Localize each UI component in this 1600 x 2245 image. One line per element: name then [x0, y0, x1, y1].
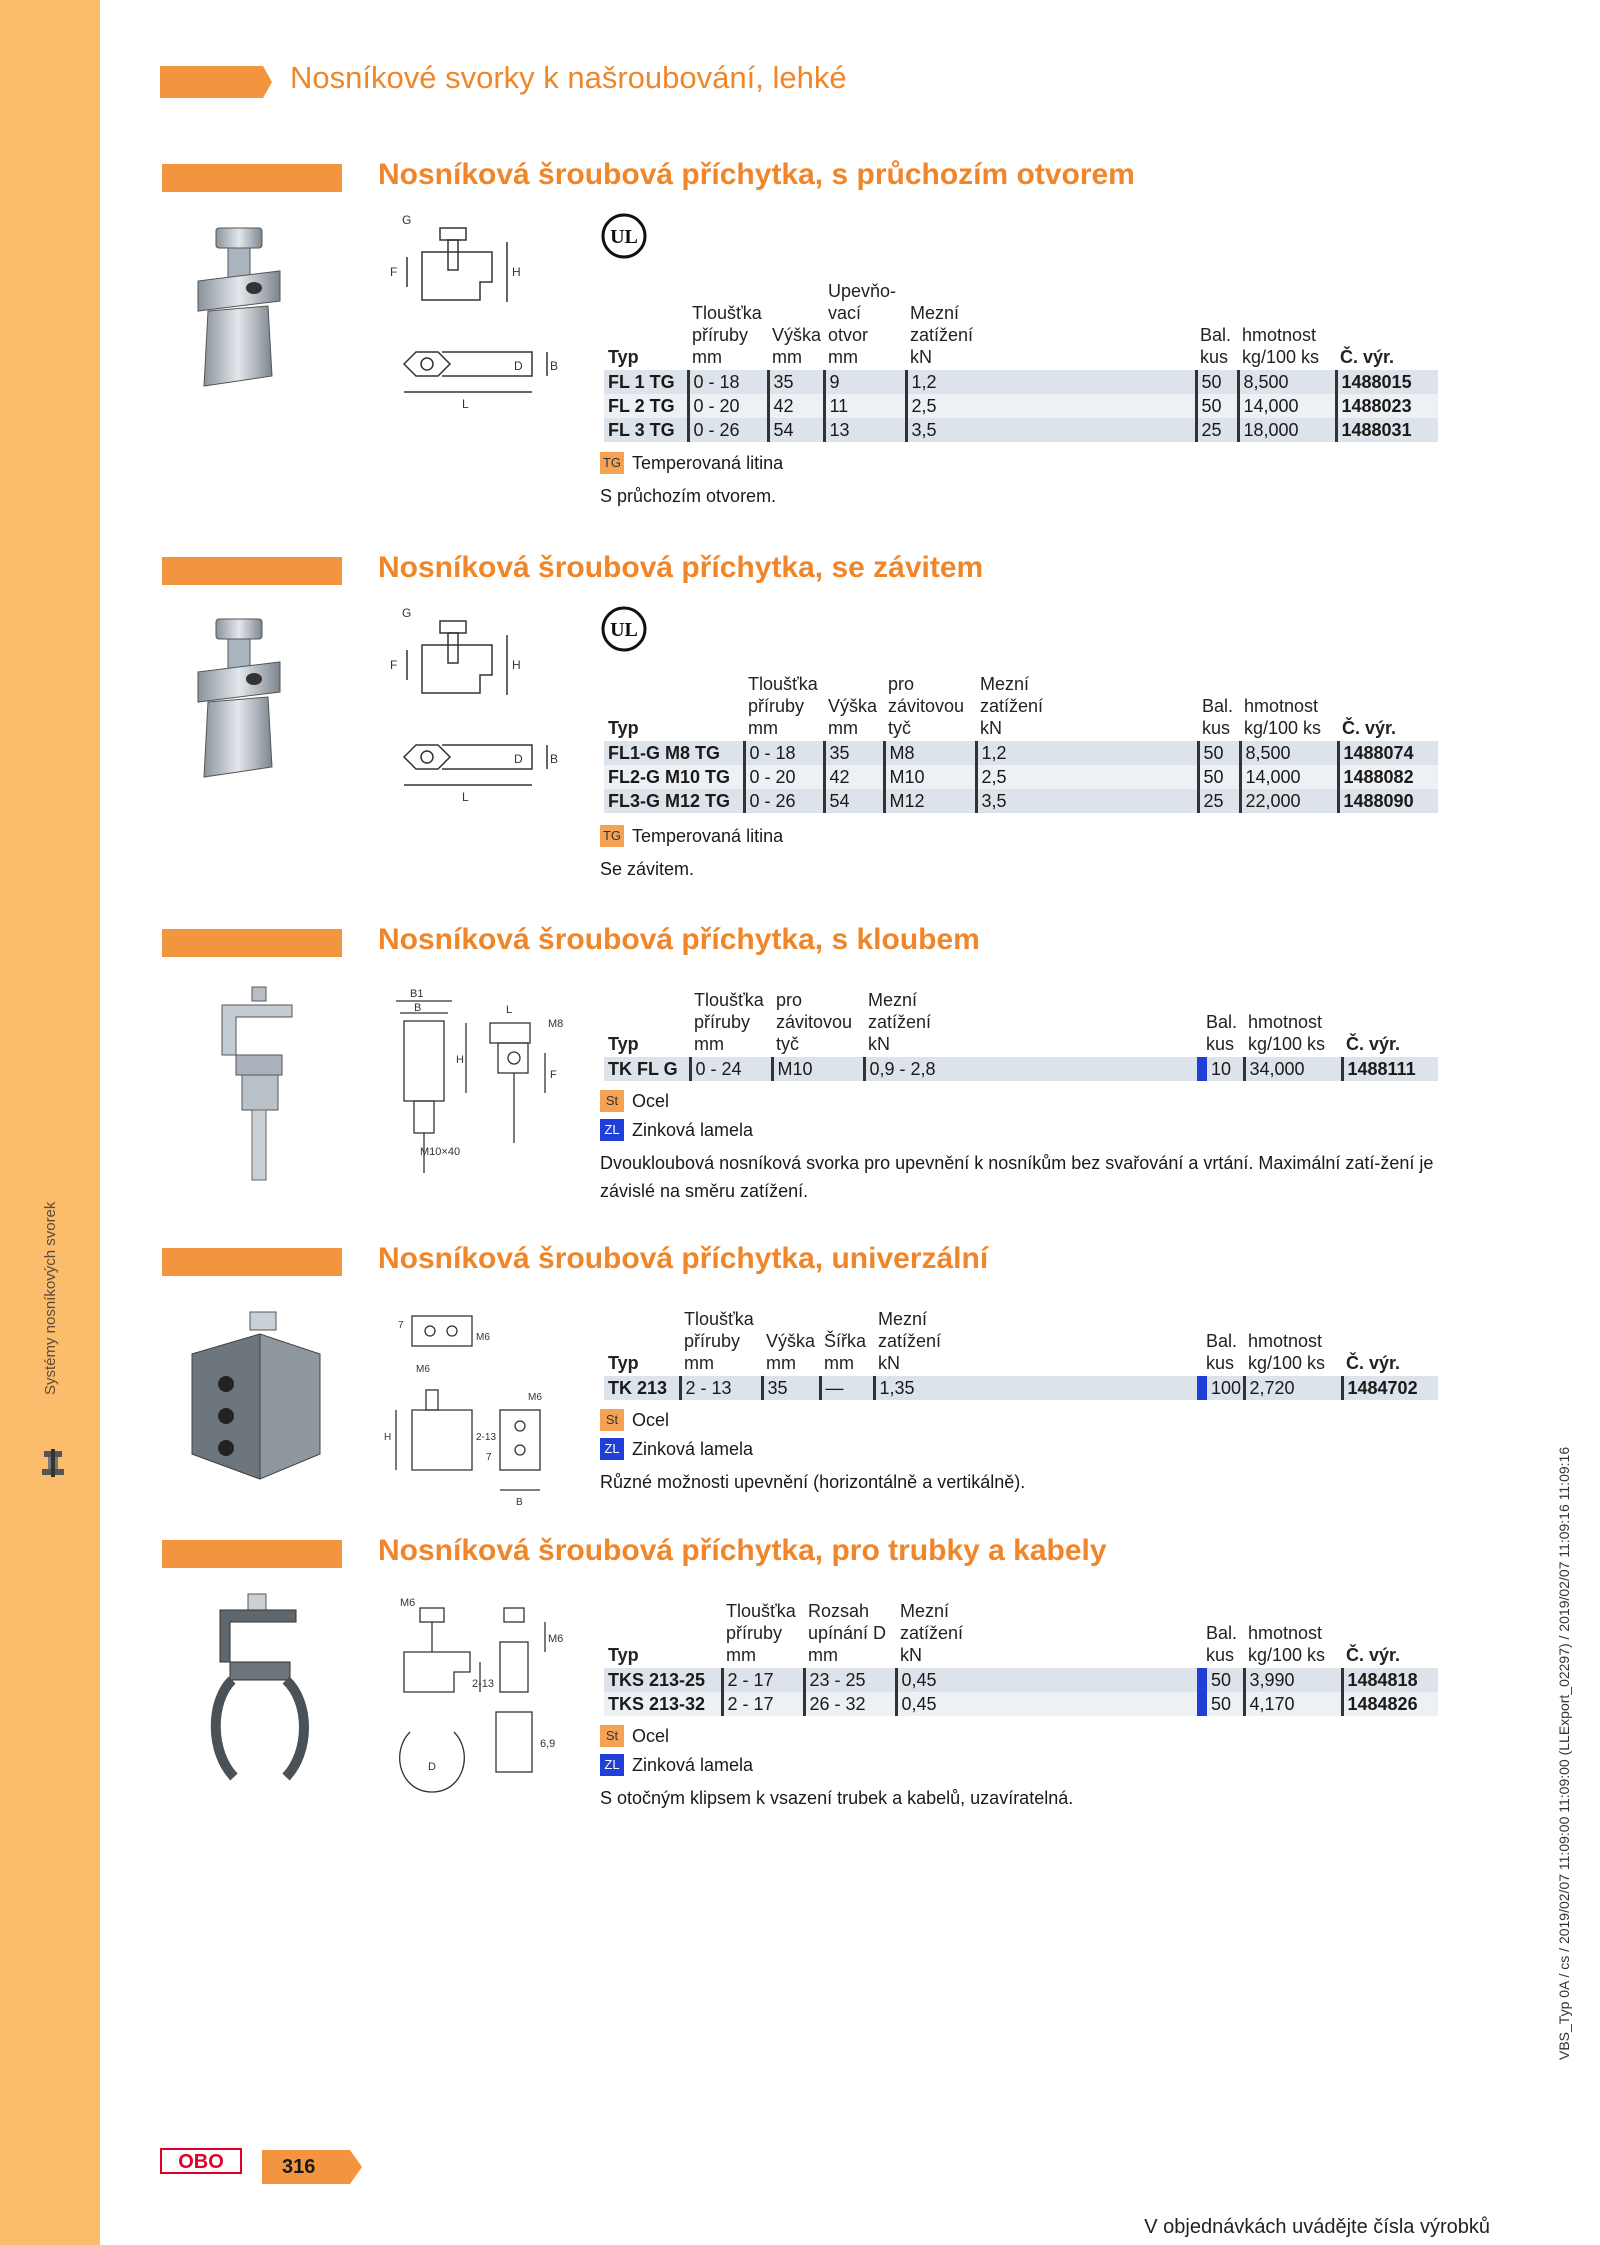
section-title: Nosníková šroubová příchytka, se závitem	[378, 551, 984, 584]
dim-label: H	[512, 265, 521, 279]
material-legend	[600, 1725, 669, 1747]
dim-label: 2-13	[476, 1432, 497, 1443]
section-bar	[162, 1540, 342, 1568]
material-legend	[600, 1409, 669, 1431]
dim-label: 7	[398, 1320, 404, 1331]
dim-label: F	[390, 658, 398, 672]
dim-label: B	[516, 1497, 523, 1508]
product-table	[604, 1600, 1438, 1716]
section-pipes-cables	[0, 1536, 1600, 1836]
ul-certification-icon	[600, 605, 648, 653]
col-header: Tloušťka příruby mm	[694, 990, 764, 1054]
technical-drawing	[380, 1592, 580, 1802]
col-header: Typ	[608, 1353, 639, 1373]
material-legend	[600, 452, 783, 474]
col-header: Bal. kus	[1200, 325, 1232, 367]
col-header: Upevňo- vací otvor mm	[828, 281, 897, 367]
dim-label: 7	[486, 1452, 492, 1463]
col-header: Typ	[608, 1645, 639, 1665]
svg-text:OBO: OBO	[178, 2151, 224, 2173]
technical-drawing	[376, 1300, 576, 1510]
material-label: Temperovaná litina	[632, 452, 784, 473]
section-title: Nosníková šroubová příchytka, s kloubem	[378, 923, 980, 956]
table-row: FL 3 TG 0 - 26 54 13 3,5 25 18,000 1488031	[604, 418, 1438, 442]
table-row: TKS 213-32 2 - 17 26 - 32 0,45 50 4,170 1484826	[604, 1692, 1438, 1716]
material-label: Temperovaná litina	[632, 825, 784, 846]
product-photo	[180, 1304, 330, 1494]
section-title: Nosníková šroubová příchytka, pro trubky a kabely	[378, 1534, 1107, 1567]
technical-drawing	[382, 212, 562, 422]
section-bar	[162, 557, 342, 585]
col-header: Tloušťka příruby mm	[748, 674, 818, 738]
product-table	[604, 280, 1438, 442]
svg-text:UL: UL	[610, 226, 638, 248]
section-hinged	[0, 925, 1600, 1225]
material-label: Zinková lamela	[632, 1438, 754, 1459]
section-title: Nosníková šroubová příchytka, univerzální	[378, 1242, 989, 1275]
material-badge: TG	[600, 825, 624, 847]
col-header: Šířka mm	[824, 1331, 867, 1373]
col-header: Č. výr.	[1346, 1353, 1401, 1373]
dim-label: M10×40	[420, 1146, 461, 1158]
section-bar	[162, 929, 342, 957]
col-header: Č. výr.	[1346, 1034, 1401, 1054]
material-legend	[600, 1438, 753, 1460]
section-universal	[0, 1244, 1600, 1524]
table-row: TK 213 2 - 13 35 — 1,35 100 2,720 1484702	[604, 1376, 1438, 1400]
product-description: S otočným klipsem k vsazení trubek a kabelů, uzavíratelná.	[600, 1788, 1074, 1808]
material-badge: ZL	[600, 1119, 624, 1141]
section-bar	[162, 164, 342, 192]
obo-logo	[160, 2148, 242, 2174]
dim-label: B	[550, 752, 559, 766]
product-table	[604, 673, 1438, 813]
header-tab	[160, 66, 272, 98]
col-header: Výška mm	[766, 1331, 816, 1373]
col-header: Mezní zatížení kN	[878, 1309, 942, 1373]
col-header: hmotnost kg/100 ks	[1248, 1331, 1326, 1373]
page-number: 316	[282, 2156, 316, 2178]
col-header: Bal. kus	[1206, 1331, 1238, 1373]
dim-label: H	[384, 1432, 392, 1443]
table-row: TK FL G 0 - 24 M10 0,9 - 2,8 10 34,000 1488111	[604, 1057, 1438, 1081]
dim-label: L	[462, 790, 469, 804]
dim-label: M6	[476, 1332, 490, 1343]
col-header: pro závitovou tyč	[888, 674, 965, 738]
table-row: TKS 213-25 2 - 17 23 - 25 0,45 50 3,990 1484818	[604, 1668, 1438, 1692]
col-header: Mezní zatížení kN	[900, 1601, 964, 1665]
ul-certification-icon	[600, 212, 648, 260]
col-header: pro závitovou tyč	[776, 990, 853, 1054]
col-header: Typ	[608, 347, 639, 367]
material-badge: ZL	[600, 1754, 624, 1776]
product-photo	[200, 1592, 320, 1792]
dim-label: B	[550, 359, 559, 373]
dim-label: M6	[416, 1364, 430, 1375]
col-header: Mezní zatížení kN	[868, 990, 932, 1054]
col-header: Výška mm	[772, 325, 822, 367]
page-title: Nosníkové svorky k našroubování, lehké	[290, 60, 847, 95]
col-header: Mezní zatížení kN	[910, 303, 974, 367]
col-header: Tloušťka příruby mm	[692, 303, 762, 367]
material-label: Ocel	[632, 1409, 670, 1430]
product-description: Se závitem.	[600, 859, 695, 879]
product-table	[604, 1308, 1438, 1400]
col-header: Č. výr.	[1340, 347, 1395, 367]
col-header: Bal. kus	[1202, 696, 1234, 738]
material-legend	[600, 1754, 753, 1776]
footer-note: V objednávkách uvádějte čísla výrobků	[1144, 2216, 1490, 2238]
dim-label: D	[514, 752, 523, 766]
col-header: Bal. kus	[1206, 1012, 1238, 1054]
col-header: hmotnost kg/100 ks	[1248, 1623, 1326, 1665]
col-header: Č. výr.	[1346, 1645, 1401, 1665]
svg-text:UL: UL	[610, 619, 638, 641]
section-through-hole	[0, 160, 1600, 530]
material-legend	[600, 825, 783, 847]
dim-label: L	[506, 1004, 513, 1016]
dim-label: B	[414, 1002, 422, 1014]
col-header: hmotnost kg/100 ks	[1248, 1012, 1326, 1054]
col-header: Mezní zatížení kN	[980, 674, 1044, 738]
table-row: FL3-G M12 TG 0 - 26 54 M12 3,5 25 22,000 1488090	[604, 789, 1438, 813]
product-description: Různé možnosti upevnění (horizontálně a vertikálně).	[600, 1472, 1026, 1492]
product-description: S průchozím otvorem.	[600, 486, 777, 506]
dim-label: M8	[548, 1018, 564, 1030]
section-threaded	[0, 553, 1600, 893]
table-row: FL2-G M10 TG 0 - 20 42 M10 2,5 50 14,000 1488082	[604, 765, 1438, 789]
dim-label: F	[550, 1069, 557, 1081]
dim-label: D	[514, 359, 523, 373]
col-header: hmotnost kg/100 ks	[1244, 696, 1322, 738]
table-row: FL 2 TG 0 - 20 42 11 2,5 50 14,000 1488023	[604, 394, 1438, 418]
material-badge: St	[600, 1090, 624, 1112]
dim-label: G	[402, 606, 412, 620]
col-header: hmotnost kg/100 ks	[1242, 325, 1320, 367]
material-label: Zinková lamela	[632, 1754, 754, 1775]
dim-label: B1	[410, 988, 424, 1000]
dim-label: M6	[548, 1633, 564, 1645]
section-title: Nosníková šroubová příchytka, s průchozím otvorem	[378, 158, 1135, 191]
product-photo	[188, 226, 328, 396]
table-row: FL 1 TG 0 - 18 35 9 1,2 50 8,500 1488015	[604, 370, 1438, 394]
col-header: Bal. kus	[1206, 1623, 1238, 1665]
table-row: FL1-G M8 TG 0 - 18 35 M8 1,2 50 8,500 1488074	[604, 741, 1438, 765]
dim-label: 2-13	[472, 1678, 495, 1690]
col-header: Č. výr.	[1342, 718, 1397, 738]
col-header: Tloušťka příruby mm	[726, 1601, 796, 1665]
material-badge: St	[600, 1409, 624, 1431]
col-header: Typ	[608, 718, 639, 738]
col-header: Typ	[608, 1034, 639, 1054]
material-label: Ocel	[632, 1090, 670, 1111]
material-badge: TG	[600, 452, 624, 474]
sidebar-label: Systémy nosníkových svorek	[42, 1201, 59, 1395]
print-meta: VBS_Typ 0A / cs / 2019/02/07 11:09:00 11:09:00 (LLExport_02297) / 2019/02/07 11:09:16 11:09:16	[1556, 1446, 1572, 2060]
material-legend	[600, 1119, 753, 1141]
material-legend	[600, 1090, 669, 1112]
product-photo	[188, 617, 328, 787]
product-table	[604, 989, 1438, 1081]
dim-label: H	[512, 658, 521, 672]
dim-label: L	[462, 397, 469, 411]
col-header: Tloušťka příruby mm	[684, 1309, 754, 1373]
technical-drawing	[380, 983, 580, 1183]
material-badge: ZL	[600, 1438, 624, 1460]
col-header: Rozsah upínání D mm	[808, 1601, 887, 1665]
technical-drawing	[382, 605, 562, 815]
dim-label: M6	[400, 1597, 416, 1609]
product-photo	[212, 985, 302, 1185]
col-header: Výška mm	[828, 696, 878, 738]
product-description: Dvoukloubová nosníková svorka pro upevnění k nosníkům bez svařování a vrtání. Maximální zatí-žení je závislé na směru zatížení.	[600, 1153, 1434, 1201]
dim-label: D	[428, 1761, 436, 1773]
material-label: Zinková lamela	[632, 1119, 754, 1140]
dim-label: F	[390, 265, 398, 279]
dim-label: G	[402, 213, 412, 227]
dim-label: M6	[528, 1392, 542, 1403]
material-badge: St	[600, 1725, 624, 1747]
material-label: Ocel	[632, 1725, 670, 1746]
dim-label: 6,9	[540, 1738, 556, 1750]
dim-label: H	[456, 1054, 464, 1066]
section-bar	[162, 1248, 342, 1276]
